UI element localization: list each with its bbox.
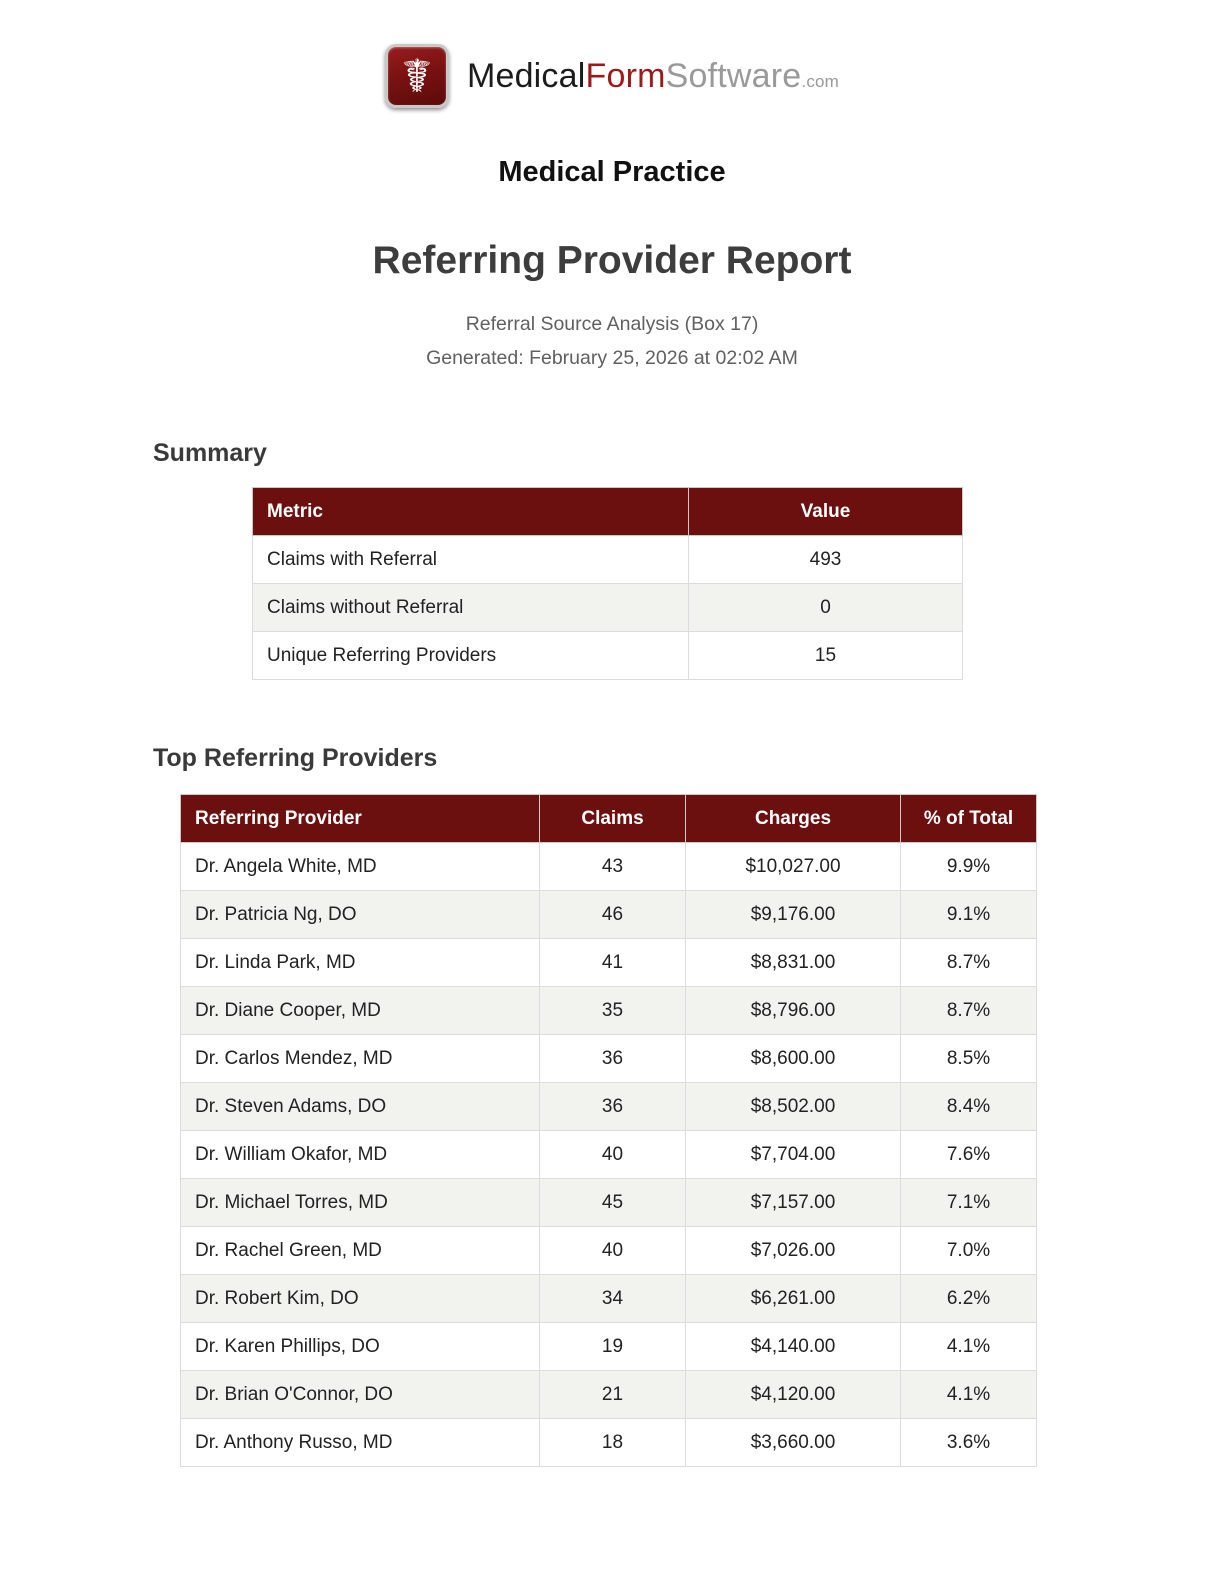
table-cell: Dr. Brian O'Connor, DO [181,1371,540,1419]
table-cell: Dr. Carlos Mendez, MD [181,1035,540,1083]
table-cell: 7.1% [901,1179,1037,1227]
table-cell: Claims with Referral [253,536,689,584]
providers-col-percent: % of Total [901,795,1037,843]
logo-text-medical: Medical [466,56,586,95]
table-row [253,632,963,680]
table-cell: 35 [540,987,686,1035]
summary-table [252,487,963,680]
practice-name: Medical Practice [498,156,726,188]
table-row [181,891,1037,939]
table-row [181,1131,1037,1179]
table-cell: 18 [540,1419,686,1467]
table-row [181,987,1037,1035]
table-cell: 7.6% [901,1131,1037,1179]
table-cell: 40 [540,1131,686,1179]
table-cell: 9.1% [901,891,1037,939]
logo-text-form: Form [585,56,666,95]
table-cell: Dr. Angela White, MD [181,843,540,891]
table-cell: Dr. Michael Torres, MD [181,1179,540,1227]
table-cell: Dr. Karen Phillips, DO [181,1323,540,1371]
table-cell: 3.6% [901,1419,1037,1467]
table-row [181,1083,1037,1131]
caduceus-icon: ☤ [385,44,449,108]
table-cell: Dr. Steven Adams, DO [181,1083,540,1131]
table-cell: 46 [540,891,686,939]
table-cell: 8.7% [901,939,1037,987]
providers-heading: Top Referring Providers [153,744,438,772]
table-cell: 36 [540,1035,686,1083]
providers-header-row [181,795,1037,843]
table-cell: 6.2% [901,1275,1037,1323]
report-subtitle: Referral Source Analysis (Box 17) [465,313,759,335]
providers-table [180,794,1037,1467]
table-cell: 40 [540,1227,686,1275]
table-cell: $10,027.00 [686,843,901,891]
table-cell: 43 [540,843,686,891]
table-cell: $8,831.00 [686,939,901,987]
providers-col-charges: Charges [686,795,901,843]
table-cell: Dr. William Okafor, MD [181,1131,540,1179]
table-cell: 34 [540,1275,686,1323]
table-cell: $3,660.00 [686,1419,901,1467]
table-cell: Dr. Rachel Green, MD [181,1227,540,1275]
summary-heading: Summary [153,439,267,467]
table-cell: $7,157.00 [686,1179,901,1227]
table-cell: $8,796.00 [686,987,901,1035]
table-cell: 45 [540,1179,686,1227]
table-row [181,1419,1037,1467]
table-row [181,1035,1037,1083]
table-cell: 41 [540,939,686,987]
table-cell: 19 [540,1323,686,1371]
table-cell: 8.5% [901,1035,1037,1083]
table-cell: $9,176.00 [686,891,901,939]
table-cell: $6,261.00 [686,1275,901,1323]
logo [0,0,1224,108]
table-cell: 4.1% [901,1323,1037,1371]
table-cell: Dr. Anthony Russo, MD [181,1419,540,1467]
table-cell: 8.7% [901,987,1037,1035]
logo-text-software: Software [665,56,802,95]
table-row [181,843,1037,891]
table-cell: Dr. Diane Cooper, MD [181,987,540,1035]
table-cell: 0 [689,584,963,632]
table-cell: 8.4% [901,1083,1037,1131]
table-cell: 4.1% [901,1371,1037,1419]
table-cell: $7,026.00 [686,1227,901,1275]
table-row [253,584,963,632]
table-cell: $7,704.00 [686,1131,901,1179]
table-row [181,1371,1037,1419]
table-cell: 493 [689,536,963,584]
table-row [181,939,1037,987]
summary-col-metric: Metric [253,488,689,536]
summary-header-row [253,488,963,536]
table-cell: $4,120.00 [686,1371,901,1419]
table-cell: Dr. Linda Park, MD [181,939,540,987]
logo-text-tld: .com [801,71,840,91]
table-cell: Unique Referring Providers [253,632,689,680]
table-cell: 36 [540,1083,686,1131]
table-cell: $4,140.00 [686,1323,901,1371]
table-row [253,536,963,584]
table-row [181,1275,1037,1323]
table-cell: 9.9% [901,843,1037,891]
providers-col-provider: Referring Provider [181,795,540,843]
summary-col-value: Value [689,488,963,536]
generated-timestamp: Generated: February 25, 2026 at 02:02 AM [426,347,798,369]
table-cell: Dr. Robert Kim, DO [181,1275,540,1323]
page-title: Referring Provider Report [372,239,852,282]
table-cell: Claims without Referral [253,584,689,632]
table-row [181,1179,1037,1227]
providers-col-claims: Claims [540,795,686,843]
report-subtitles [0,307,1224,375]
table-row [181,1323,1037,1371]
table-cell: $8,502.00 [686,1083,901,1131]
table-cell: Dr. Patricia Ng, DO [181,891,540,939]
table-cell: 15 [689,632,963,680]
table-cell: $8,600.00 [686,1035,901,1083]
table-cell: 21 [540,1371,686,1419]
table-cell: 7.0% [901,1227,1037,1275]
table-row [181,1227,1037,1275]
logo-wordmark [467,57,839,96]
